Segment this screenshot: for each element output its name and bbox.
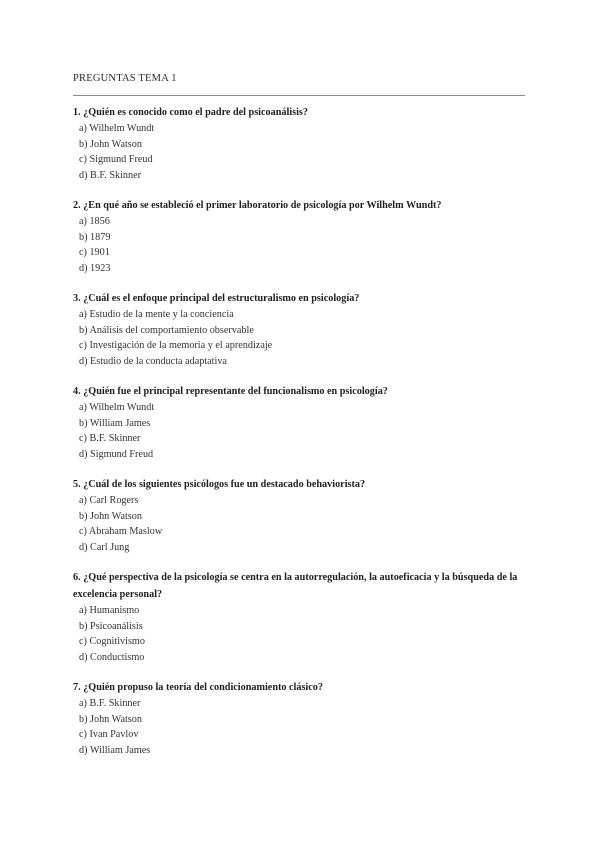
option-list [73,696,525,758]
question-text: 4. ¿Quién fue el principal representante del funcionalismo en psicología? [73,386,388,397]
option-d: d) Conductismo [79,651,145,663]
question-4 [73,383,525,462]
option-list [73,603,525,665]
option-list [73,214,525,276]
option-list [73,121,525,183]
option-list [73,493,525,555]
option-b: b) 1879 [79,231,111,243]
option-d: d) Carl Jung [79,541,130,553]
question-5 [73,476,525,555]
option-list [73,400,525,462]
option-a: a) Wilhelm Wundt [79,402,155,413]
option-b: b) John Watson [79,510,142,522]
option-c: c) Ivan Pavlov [79,729,139,740]
question-1 [73,104,525,183]
option-b: b) William James [79,417,151,429]
option-c: c) Abraham Maslow [79,526,163,537]
option-a: a) Carl Rogers [79,495,139,506]
header-divider [73,95,525,96]
document-page [73,72,525,772]
question-list [73,104,525,758]
option-c: c) B.F. Skinner [79,433,141,444]
question-text: 7. ¿Quién propuso la teoría del condicionamiento clásico? [73,682,323,693]
option-b: b) Análisis del comportamiento observable [79,324,254,336]
question-text: 1. ¿Quién es conocido como el padre del psicoanálisis? [73,107,308,118]
option-d: d) William James [79,744,151,756]
option-c: c) Sigmund Freud [79,154,153,165]
question-text: 5. ¿Cuál de los siguientes psicólogos fue un destacado behaviorista? [73,479,366,490]
question-text: 6. ¿Qué perspectiva de la psicología se centra en la autorregulación, la autoeficacia y la búsqueda de la excelencia personal? [73,572,518,600]
option-c: c) 1901 [79,247,110,258]
option-d: d) 1923 [79,262,111,274]
option-d: d) B.F. Skinner [79,169,142,181]
option-b: b) John Watson [79,713,142,725]
option-c: c) Cognitivismo [79,636,145,647]
option-a: a) Humanismo [79,605,140,616]
option-a: a) Wilhelm Wundt [79,123,155,134]
option-list [73,307,525,369]
document-title: PREGUNTAS TEMA 1 [73,73,177,84]
option-d: d) Estudio de la conducta adaptativa [79,355,227,367]
question-7 [73,679,525,758]
option-a: a) Estudio de la mente y la conciencia [79,309,234,320]
question-3 [73,290,525,369]
question-6 [73,569,525,665]
option-d: d) Sigmund Freud [79,448,154,460]
option-b: b) Psicoanálisis [79,620,143,632]
option-c: c) Investigación de la memoria y el aprendizaje [79,340,273,351]
option-b: b) John Watson [79,138,142,150]
question-2 [73,197,525,276]
option-a: a) 1856 [79,216,110,227]
option-a: a) B.F. Skinner [79,698,141,709]
question-text: 2. ¿En qué año se estableció el primer laboratorio de psicología por Wilhelm Wundt? [73,200,442,211]
question-text: 3. ¿Cuál es el enfoque principal del estructuralismo en psicología? [73,293,360,304]
